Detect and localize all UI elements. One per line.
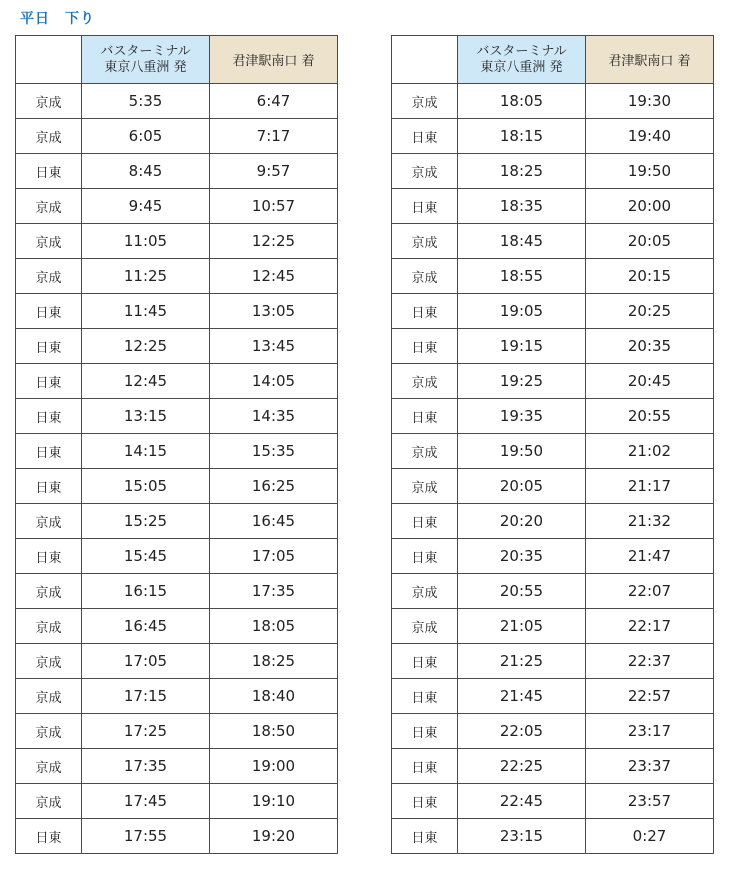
arrival-time-cell: 17:35 [210, 574, 338, 609]
operator-cell: 京成 [16, 714, 82, 749]
arrival-time-cell: 22:57 [586, 679, 714, 714]
departure-time-cell: 15:05 [82, 469, 210, 504]
origin-header-line2: 東京八重洲 発 [104, 59, 187, 75]
operator-cell: 京成 [392, 434, 458, 469]
operator-cell: 日東 [392, 539, 458, 574]
departure-time-cell: 21:25 [458, 644, 586, 679]
departure-time-cell: 18:25 [458, 154, 586, 189]
departure-time-cell: 11:25 [82, 259, 210, 294]
arrival-time-cell: 12:25 [210, 224, 338, 259]
departure-time-cell: 18:35 [458, 189, 586, 224]
operator-cell: 日東 [16, 539, 82, 574]
table-row [392, 574, 714, 609]
table-row [392, 749, 714, 784]
table-row [392, 469, 714, 504]
operator-cell: 日東 [16, 469, 82, 504]
operator-cell: 日東 [392, 329, 458, 364]
arrival-time-cell: 22:17 [586, 609, 714, 644]
operator-cell: 京成 [16, 259, 82, 294]
departure-time-cell: 12:25 [82, 329, 210, 364]
arrival-time-cell: 20:55 [586, 399, 714, 434]
arrival-time-cell: 19:10 [210, 784, 338, 819]
operator-cell: 京成 [392, 574, 458, 609]
table-row [392, 154, 714, 189]
destination-column-header: 君津駅南口 着 [586, 36, 714, 84]
operator-cell: 京成 [16, 749, 82, 784]
operator-cell: 日東 [392, 189, 458, 224]
arrival-time-cell: 12:45 [210, 259, 338, 294]
table-row [16, 399, 338, 434]
arrival-time-cell: 21:02 [586, 434, 714, 469]
arrival-time-cell: 19:20 [210, 819, 338, 854]
operator-cell: 京成 [16, 119, 82, 154]
operator-cell: 日東 [16, 154, 82, 189]
arrival-time-cell: 15:35 [210, 434, 338, 469]
operator-cell: 京成 [392, 84, 458, 119]
operator-cell: 京成 [16, 504, 82, 539]
departure-time-cell: 16:45 [82, 609, 210, 644]
arrival-time-cell: 14:35 [210, 399, 338, 434]
table-row [16, 224, 338, 259]
arrival-time-cell: 19:00 [210, 749, 338, 784]
destination-column-header: 君津駅南口 着 [210, 36, 338, 84]
origin-header-line2: 東京八重洲 発 [480, 59, 563, 75]
arrival-time-cell: 17:05 [210, 539, 338, 574]
departure-time-cell: 20:35 [458, 539, 586, 574]
arrival-time-cell: 20:15 [586, 259, 714, 294]
arrival-time-cell: 10:57 [210, 189, 338, 224]
table-row [392, 504, 714, 539]
page-heading: 平日 下り [20, 11, 95, 27]
departure-time-cell: 22:45 [458, 784, 586, 819]
operator-cell: 日東 [16, 329, 82, 364]
departure-time-cell: 11:05 [82, 224, 210, 259]
operator-cell: 日東 [392, 119, 458, 154]
arrival-time-cell: 23:57 [586, 784, 714, 819]
operator-cell: 京成 [16, 679, 82, 714]
operator-cell: 京成 [16, 644, 82, 679]
operator-cell: 日東 [16, 399, 82, 434]
table-row [392, 329, 714, 364]
table-row [16, 714, 338, 749]
departure-time-cell: 19:25 [458, 364, 586, 399]
arrival-time-cell: 20:00 [586, 189, 714, 224]
table-row [392, 364, 714, 399]
arrival-time-cell: 6:47 [210, 84, 338, 119]
table-row [16, 119, 338, 154]
timetable-left-body [16, 84, 338, 854]
arrival-time-cell: 23:37 [586, 749, 714, 784]
table-row [392, 819, 714, 854]
table-row [392, 224, 714, 259]
arrival-time-cell: 19:50 [586, 154, 714, 189]
departure-time-cell: 19:35 [458, 399, 586, 434]
arrival-time-cell: 20:05 [586, 224, 714, 259]
operator-cell: 京成 [392, 224, 458, 259]
table-row [16, 819, 338, 854]
operator-cell: 京成 [392, 364, 458, 399]
operator-cell: 京成 [16, 574, 82, 609]
arrival-time-cell: 19:40 [586, 119, 714, 154]
operator-cell: 京成 [16, 224, 82, 259]
departure-time-cell: 8:45 [82, 154, 210, 189]
timetable-header-row [16, 36, 338, 84]
operator-cell: 京成 [392, 259, 458, 294]
arrival-time-cell: 18:25 [210, 644, 338, 679]
operator-cell: 京成 [16, 84, 82, 119]
departure-time-cell: 18:05 [458, 84, 586, 119]
arrival-time-cell: 18:05 [210, 609, 338, 644]
departure-time-cell: 17:45 [82, 784, 210, 819]
table-row [16, 749, 338, 784]
arrival-time-cell: 13:45 [210, 329, 338, 364]
arrival-time-cell: 13:05 [210, 294, 338, 329]
timetable-left [15, 35, 338, 854]
table-row [392, 189, 714, 224]
arrival-time-cell: 20:25 [586, 294, 714, 329]
arrival-time-cell: 7:17 [210, 119, 338, 154]
timetable-header-row [392, 36, 714, 84]
departure-time-cell: 5:35 [82, 84, 210, 119]
departure-time-cell: 17:25 [82, 714, 210, 749]
arrival-time-cell: 0:27 [586, 819, 714, 854]
departure-time-cell: 17:05 [82, 644, 210, 679]
table-row [392, 714, 714, 749]
operator-cell: 日東 [16, 294, 82, 329]
table-row [16, 294, 338, 329]
departure-time-cell: 20:20 [458, 504, 586, 539]
arrival-time-cell: 19:30 [586, 84, 714, 119]
origin-column-header [458, 36, 586, 84]
table-row [16, 364, 338, 399]
operator-cell: 日東 [392, 504, 458, 539]
operator-cell: 日東 [392, 784, 458, 819]
table-row [392, 784, 714, 819]
operator-cell: 京成 [16, 189, 82, 224]
departure-time-cell: 19:50 [458, 434, 586, 469]
table-row [392, 399, 714, 434]
departure-time-cell: 15:25 [82, 504, 210, 539]
arrival-time-cell: 20:35 [586, 329, 714, 364]
arrival-time-cell: 21:17 [586, 469, 714, 504]
arrival-time-cell: 20:45 [586, 364, 714, 399]
table-row [16, 609, 338, 644]
departure-time-cell: 19:05 [458, 294, 586, 329]
arrival-time-cell: 9:57 [210, 154, 338, 189]
arrival-time-cell: 18:40 [210, 679, 338, 714]
table-row [392, 434, 714, 469]
departure-time-cell: 22:05 [458, 714, 586, 749]
table-row [16, 189, 338, 224]
table-row [392, 84, 714, 119]
table-row [16, 574, 338, 609]
table-row [16, 644, 338, 679]
departure-time-cell: 15:45 [82, 539, 210, 574]
departure-time-cell: 17:15 [82, 679, 210, 714]
operator-cell: 京成 [392, 154, 458, 189]
arrival-time-cell: 14:05 [210, 364, 338, 399]
arrival-time-cell: 22:07 [586, 574, 714, 609]
departure-time-cell: 17:55 [82, 819, 210, 854]
origin-header-line1: バスターミナル [476, 43, 567, 59]
table-row [392, 609, 714, 644]
departure-time-cell: 23:15 [458, 819, 586, 854]
table-row [16, 539, 338, 574]
operator-cell: 日東 [16, 434, 82, 469]
departure-time-cell: 18:55 [458, 259, 586, 294]
table-row [392, 259, 714, 294]
table-row [16, 329, 338, 364]
arrival-time-cell: 21:32 [586, 504, 714, 539]
departure-time-cell: 6:05 [82, 119, 210, 154]
table-row [392, 539, 714, 574]
table-row [16, 679, 338, 714]
arrival-time-cell: 22:37 [586, 644, 714, 679]
table-row [16, 259, 338, 294]
operator-cell: 日東 [392, 644, 458, 679]
departure-time-cell: 21:05 [458, 609, 586, 644]
departure-time-cell: 21:45 [458, 679, 586, 714]
operator-cell: 日東 [392, 749, 458, 784]
departure-time-cell: 22:25 [458, 749, 586, 784]
departure-time-cell: 17:35 [82, 749, 210, 784]
operator-header-cell [16, 36, 82, 84]
departure-time-cell: 9:45 [82, 189, 210, 224]
operator-cell: 日東 [392, 294, 458, 329]
departure-time-cell: 19:15 [458, 329, 586, 364]
arrival-time-cell: 18:50 [210, 714, 338, 749]
timetable-right [391, 35, 714, 854]
departure-time-cell: 18:15 [458, 119, 586, 154]
operator-cell: 京成 [16, 609, 82, 644]
operator-cell: 日東 [16, 364, 82, 399]
timetable-right-body [392, 84, 714, 854]
departure-time-cell: 13:15 [82, 399, 210, 434]
arrival-time-cell: 23:17 [586, 714, 714, 749]
table-row [16, 84, 338, 119]
operator-cell: 京成 [392, 609, 458, 644]
table-row [392, 679, 714, 714]
operator-cell: 京成 [16, 784, 82, 819]
table-row [16, 154, 338, 189]
table-row [16, 504, 338, 539]
arrival-time-cell: 16:45 [210, 504, 338, 539]
table-row [392, 119, 714, 154]
arrival-time-cell: 21:47 [586, 539, 714, 574]
operator-header-cell [392, 36, 458, 84]
table-row [16, 784, 338, 819]
operator-cell: 日東 [392, 714, 458, 749]
origin-header-line1: バスターミナル [100, 43, 191, 59]
departure-time-cell: 12:45 [82, 364, 210, 399]
table-row [16, 469, 338, 504]
operator-cell: 日東 [392, 399, 458, 434]
origin-column-header [82, 36, 210, 84]
operator-cell: 日東 [16, 819, 82, 854]
operator-cell: 京成 [392, 469, 458, 504]
table-row [392, 644, 714, 679]
departure-time-cell: 20:55 [458, 574, 586, 609]
departure-time-cell: 20:05 [458, 469, 586, 504]
operator-cell: 日東 [392, 679, 458, 714]
departure-time-cell: 14:15 [82, 434, 210, 469]
table-row [392, 294, 714, 329]
arrival-time-cell: 16:25 [210, 469, 338, 504]
departure-time-cell: 16:15 [82, 574, 210, 609]
table-row [16, 434, 338, 469]
departure-time-cell: 11:45 [82, 294, 210, 329]
operator-cell: 日東 [392, 819, 458, 854]
departure-time-cell: 18:45 [458, 224, 586, 259]
